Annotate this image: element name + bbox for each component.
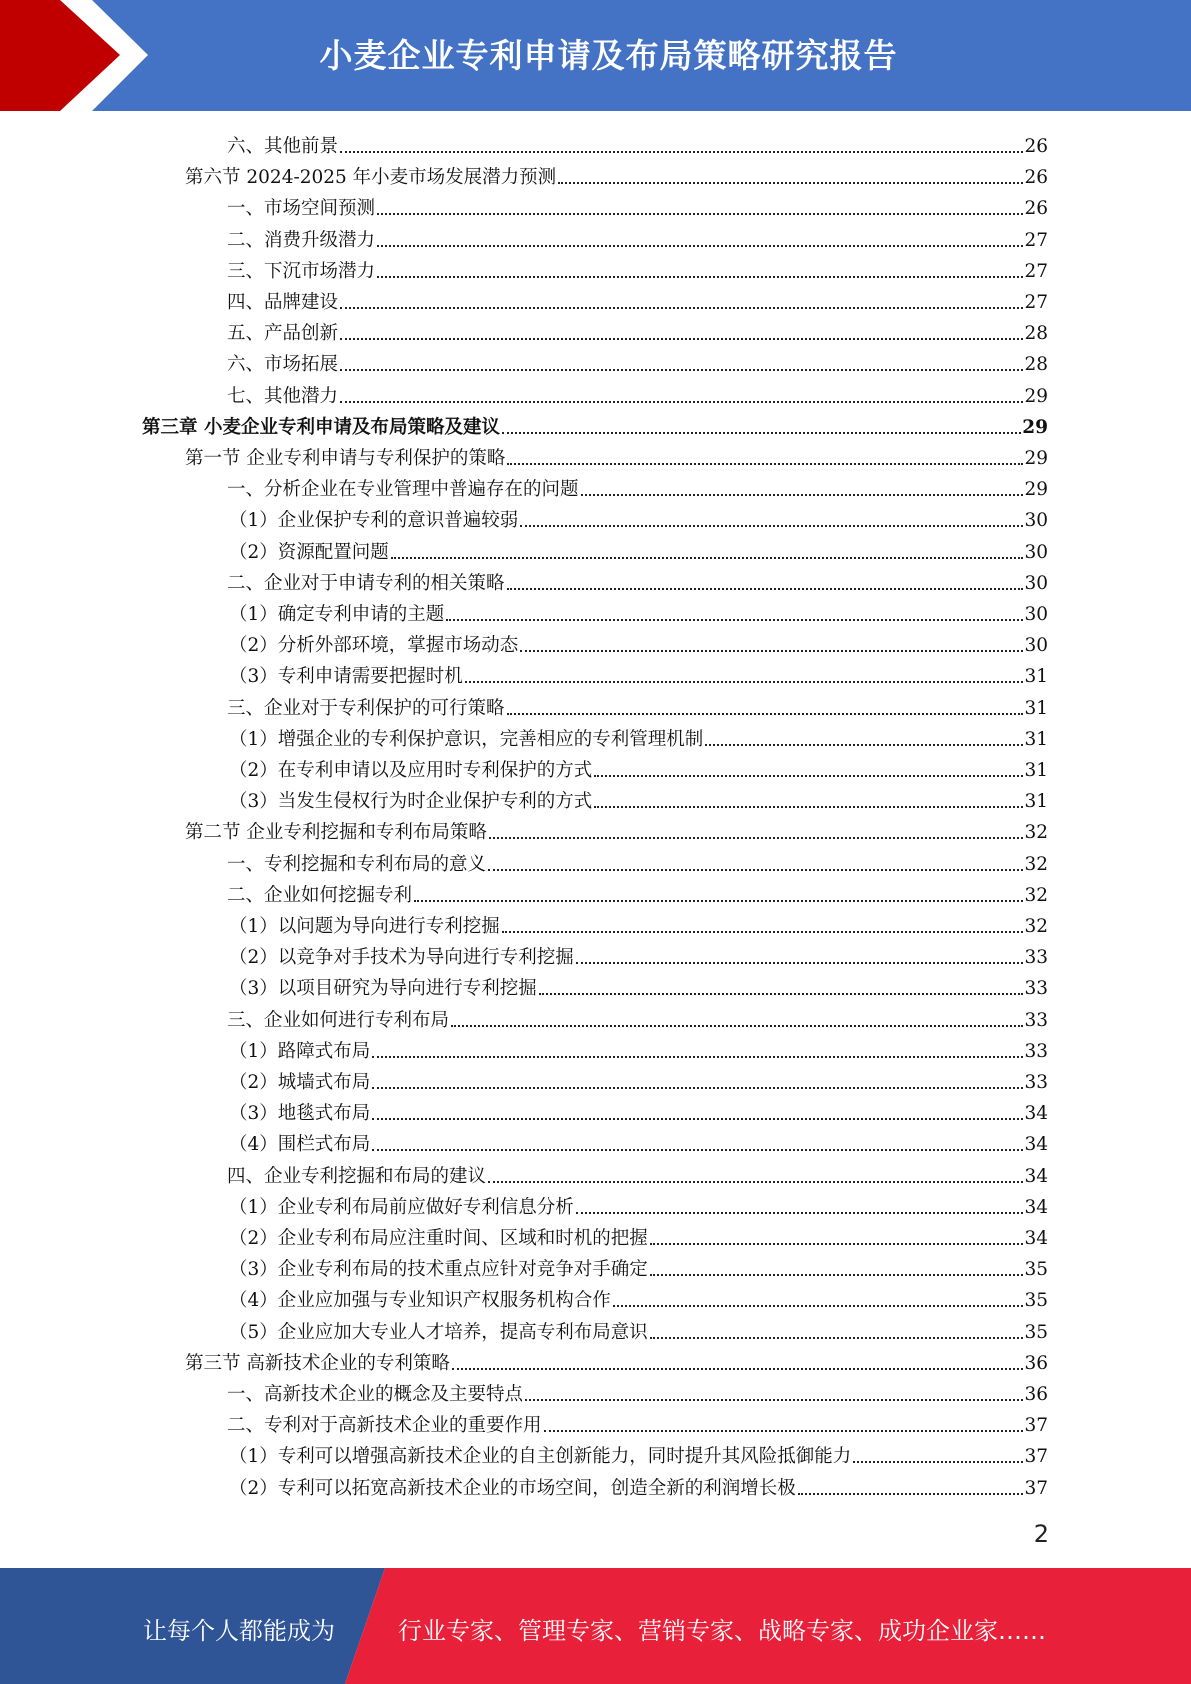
toc-dot-leader [446, 618, 1023, 621]
toc-entry-page: 31 [1024, 760, 1048, 781]
toc-entry-page: 29 [1024, 479, 1048, 501]
toc-entry-label: （2）以竞争对手技术为导向进行专利挖掘 [229, 947, 574, 969]
toc-dot-leader [594, 805, 1023, 808]
toc-entry-page: 33 [1024, 947, 1048, 969]
toc-entry-page: 30 [1024, 635, 1048, 657]
toc-entry-page: 33 [1024, 1040, 1048, 1062]
footer-slogan-left: 让每个人都能成为 [143, 1617, 335, 1645]
toc-entry[interactable] [229, 1188, 1048, 1219]
toc-dot-leader [488, 868, 1023, 871]
toc-entry-label: 三、企业对于专利保护的可行策略 [227, 697, 505, 719]
toc-entry[interactable] [227, 377, 1048, 408]
toc-entry-page: 36 [1024, 1352, 1048, 1374]
toc-entry[interactable] [227, 876, 1048, 907]
page-header [0, 0, 1191, 111]
toc-dot-leader [520, 649, 1023, 652]
toc-entry-page: 36 [1024, 1384, 1048, 1405]
toc-entry-label: 一、高新技术企业的概念及主要特点 [227, 1384, 524, 1405]
toc-entry-label: （2）企业专利布局应注重时间、区域和时机的把握 [229, 1228, 648, 1249]
toc-entry[interactable] [229, 533, 1048, 564]
toc-dot-leader [576, 961, 1024, 964]
toc-entry-page: 35 [1024, 1259, 1048, 1281]
toc-dot-leader [525, 1398, 1023, 1401]
toc-entry-page: 34 [1024, 1134, 1048, 1156]
toc-entry[interactable] [185, 439, 1048, 470]
toc-entry-page: 26 [1024, 136, 1048, 157]
toc-dot-leader [377, 244, 1023, 247]
toc-entry[interactable] [227, 345, 1048, 376]
toc-dot-leader [576, 1211, 1024, 1214]
toc-entry[interactable] [229, 1094, 1048, 1125]
toc-dot-leader [452, 1367, 1024, 1370]
toc-entry-label: （3）当发生侵权行为时企业保护专利的方式 [229, 791, 593, 813]
toc-entry-label: 二、消费升级潜力 [227, 229, 376, 251]
toc-entry[interactable] [229, 751, 1048, 782]
toc-entry[interactable] [227, 1375, 1048, 1406]
toc-entry[interactable] [227, 314, 1048, 345]
toc-entry-label: （3）地毯式布局 [229, 1103, 371, 1125]
toc-entry-label: （5）企业应加大专业人才培养，提高专利布局意识 [229, 1321, 648, 1343]
toc-dot-leader [340, 306, 1023, 309]
toc-entry[interactable] [229, 626, 1048, 657]
toc-entry-label: （2）在专利申请以及应用时专利保护的方式 [229, 760, 593, 781]
toc-entry[interactable] [229, 938, 1048, 969]
toc-entry[interactable] [185, 813, 1048, 844]
toc-entry[interactable] [142, 408, 1048, 439]
toc-entry-label: 六、市场拓展 [227, 354, 339, 376]
toc-entry[interactable] [227, 252, 1048, 283]
toc-dot-leader [853, 1460, 1023, 1463]
toc-entry[interactable] [229, 1469, 1048, 1500]
toc-entry-page: 26 [1024, 198, 1048, 220]
toc-entry-page: 33 [1024, 1072, 1048, 1093]
toc-entry[interactable] [229, 969, 1048, 1000]
toc-entry[interactable] [229, 1250, 1048, 1281]
toc-entry-page: 31 [1024, 666, 1048, 688]
toc-entry-page: 30 [1024, 541, 1048, 563]
toc-entry[interactable] [227, 689, 1048, 720]
toc-entry-label: 二、企业如何挖掘专利 [227, 884, 413, 906]
toc-entry-page: 33 [1024, 978, 1048, 1000]
toc-dot-leader [539, 992, 1024, 995]
toc-dot-leader [705, 743, 1023, 746]
toc-entry-page: 28 [1024, 323, 1048, 345]
toc-dot-leader [798, 1492, 1024, 1495]
toc-entry-page: 27 [1024, 260, 1048, 282]
toc-dot-leader [391, 556, 1024, 559]
toc-entry-label: 七、其他潜力 [227, 385, 339, 407]
toc-dot-leader [340, 368, 1023, 371]
toc-entry-page: 31 [1024, 697, 1048, 719]
toc-dot-leader [377, 275, 1023, 278]
toc-entry-label: （3）以项目研究为导向进行专利挖掘 [229, 978, 537, 1000]
toc-entry[interactable] [185, 1344, 1048, 1375]
toc-entry[interactable] [227, 845, 1048, 876]
toc-entry-label: 三、下沉市场潜力 [227, 260, 376, 282]
toc-entry[interactable] [227, 564, 1048, 595]
toc-entry-page: 30 [1024, 604, 1048, 625]
toc-entry-page: 28 [1024, 354, 1048, 376]
toc-dot-leader [372, 1117, 1023, 1120]
toc-entry-label: （1）路障式布局 [229, 1040, 371, 1062]
toc-entry-label: 第三章 小麦企业专利申请及布局策略及建议 [142, 416, 500, 438]
toc-dot-leader [650, 1336, 1024, 1339]
toc-entry-label: 第二节 企业专利挖掘和专利布局策略 [185, 822, 487, 844]
toc-dot-leader [488, 1180, 1023, 1183]
toc-entry-page: 26 [1024, 167, 1048, 189]
toc-entry[interactable] [229, 1032, 1048, 1063]
toc-entry-page: 32 [1024, 884, 1048, 906]
toc-dot-leader [465, 680, 1024, 683]
toc-entry-label: 二、企业对于申请专利的相关策略 [227, 572, 505, 594]
toc-dot-leader [613, 1304, 1024, 1307]
toc-dot-leader [544, 1429, 1024, 1432]
toc-entry-page: 34 [1024, 1165, 1048, 1187]
toc-entry-page: 30 [1024, 510, 1048, 532]
toc-entry-label: （2）分析外部环境，掌握市场动态 [229, 635, 519, 657]
page-number: 2 [1033, 1520, 1049, 1548]
toc-entry-label: 一、分析企业在专业管理中普遍存在的问题 [227, 479, 579, 501]
toc-entry-page: 30 [1024, 572, 1048, 594]
toc-entry[interactable] [227, 127, 1048, 158]
toc-entry-page: 31 [1024, 791, 1048, 813]
toc-entry-page: 32 [1024, 853, 1048, 875]
toc-entry-page: 34 [1024, 1196, 1048, 1218]
document-title: 小麦企业专利申请及布局策略研究报告 [319, 36, 898, 75]
toc-entry-page: 31 [1024, 728, 1048, 750]
toc-entry-page: 27 [1024, 229, 1048, 251]
toc-dot-leader [451, 1024, 1023, 1027]
page-footer [0, 1568, 1191, 1684]
toc-dot-leader [507, 587, 1024, 590]
toc-dot-leader [340, 400, 1023, 403]
toc-entry-page: 34 [1024, 1103, 1048, 1125]
toc-entry-label: 第三节 高新技术企业的专利策略 [185, 1352, 450, 1374]
toc-entry[interactable] [229, 720, 1048, 751]
toc-entry-label: 一、市场空间预测 [227, 198, 376, 220]
toc-entry-label: （2）资源配置问题 [229, 541, 389, 563]
toc-entry-page: 32 [1024, 822, 1048, 844]
toc-entry-label: 六、其他前景 [227, 136, 339, 157]
toc-dot-leader [340, 150, 1023, 153]
toc-entry-page: 34 [1024, 1228, 1048, 1249]
toc-entry[interactable] [229, 657, 1048, 688]
toc-entry[interactable] [229, 1437, 1048, 1468]
toc-entry[interactable] [185, 158, 1048, 189]
toc-entry[interactable] [229, 595, 1048, 626]
toc-entry[interactable] [229, 1313, 1048, 1344]
toc-entry-label: （2）专利可以拓宽高新技术企业的市场空间，创造全新的利润增长极 [229, 1477, 796, 1499]
toc-entry-page: 37 [1024, 1477, 1048, 1499]
toc-entry[interactable] [227, 283, 1048, 314]
toc-entry-label: （3）企业专利布局的技术重点应针对竞争对手确定 [229, 1259, 648, 1281]
toc-entry-page: 35 [1024, 1290, 1048, 1312]
footer-slogan-right: 行业专家、管理专家、营销专家、战略专家、成功企业家…… [398, 1617, 1046, 1645]
toc-entry-page: 27 [1024, 292, 1048, 313]
toc-entry-label: （3）专利申请需要把握时机 [229, 666, 463, 688]
toc-dot-leader [372, 1148, 1023, 1151]
toc-entry-label: 五、产品创新 [227, 323, 339, 345]
toc-entry-page: 29 [1024, 385, 1048, 407]
toc-entry-label: 二、专利对于高新技术企业的重要作用 [227, 1415, 542, 1437]
toc-entry[interactable] [227, 1406, 1048, 1437]
toc-entry-page: 35 [1024, 1321, 1048, 1343]
toc-entry-label: （1）专利可以增强高新技术企业的自主创新能力，同时提升其风险抵御能力 [229, 1446, 852, 1468]
toc-entry-page: 29 [1022, 416, 1048, 438]
toc-entry-label: （1）企业专利布局前应做好专利信息分析 [229, 1196, 574, 1218]
toc-entry-label: （1）增强企业的专利保护意识，完善相应的专利管理机制 [229, 728, 704, 750]
toc-dot-leader [507, 462, 1023, 465]
toc-dot-leader [502, 431, 1021, 434]
toc-dot-leader [507, 712, 1024, 715]
toc-entry-page: 37 [1024, 1415, 1048, 1437]
toc-dot-leader [372, 1086, 1023, 1089]
toc-dot-leader [650, 1242, 1024, 1245]
toc-dot-leader [520, 524, 1023, 527]
toc-entry[interactable] [229, 782, 1048, 813]
toc-entry-label: （2）城墙式布局 [229, 1072, 371, 1093]
toc-entry-label: （1）确定专利申请的主题 [229, 604, 445, 625]
toc-entry[interactable] [227, 1001, 1048, 1032]
toc-entry[interactable] [229, 1219, 1048, 1250]
toc-entry-label: 四、企业专利挖掘和布局的建议 [227, 1165, 487, 1187]
toc-entry-label: （1）以问题为导向进行专利挖掘 [229, 916, 500, 937]
toc-entry[interactable] [227, 189, 1048, 220]
toc-entry[interactable] [229, 1125, 1048, 1156]
toc-entry[interactable] [227, 221, 1048, 252]
toc-dot-leader [594, 774, 1023, 777]
toc-entry-page: 29 [1024, 448, 1048, 469]
toc-entry[interactable] [229, 1281, 1048, 1312]
toc-entry-label: 四、品牌建设 [227, 292, 339, 313]
toc-entry-label: （4）围栏式布局 [229, 1134, 371, 1156]
toc-dot-leader [340, 337, 1023, 340]
toc-entry-label: 第一节 企业专利申请与专利保护的策略 [185, 448, 506, 469]
toc-dot-leader [558, 181, 1023, 184]
toc-dot-leader [414, 899, 1023, 902]
toc-entry-label: 三、企业如何进行专利布局 [227, 1009, 450, 1031]
toc-dot-leader [502, 930, 1024, 933]
toc-entry-page: 37 [1024, 1446, 1048, 1468]
toc-entry-label: （4）企业应加强与专业知识产权服务机构合作 [229, 1290, 611, 1312]
toc-dot-leader [581, 493, 1024, 496]
toc-dot-leader [650, 1273, 1024, 1276]
toc-entry-label: 一、专利挖掘和专利布局的意义 [227, 853, 487, 875]
toc-entry[interactable] [229, 907, 1048, 938]
toc-entry[interactable] [227, 470, 1048, 501]
toc-dot-leader [372, 1055, 1023, 1058]
toc-entry-page: 33 [1024, 1009, 1048, 1031]
toc-entry-label: 第六节 2024-2025 年小麦市场发展潜力预测 [185, 167, 557, 189]
toc-entry-page: 32 [1024, 916, 1048, 937]
toc-dot-leader [489, 836, 1024, 839]
toc-entry[interactable] [227, 1157, 1048, 1188]
toc-entry-label: （1）企业保护专利的意识普遍较弱 [229, 510, 519, 532]
toc-entry[interactable] [229, 1063, 1048, 1094]
toc-entry[interactable] [229, 501, 1048, 532]
toc-dot-leader [377, 212, 1023, 215]
